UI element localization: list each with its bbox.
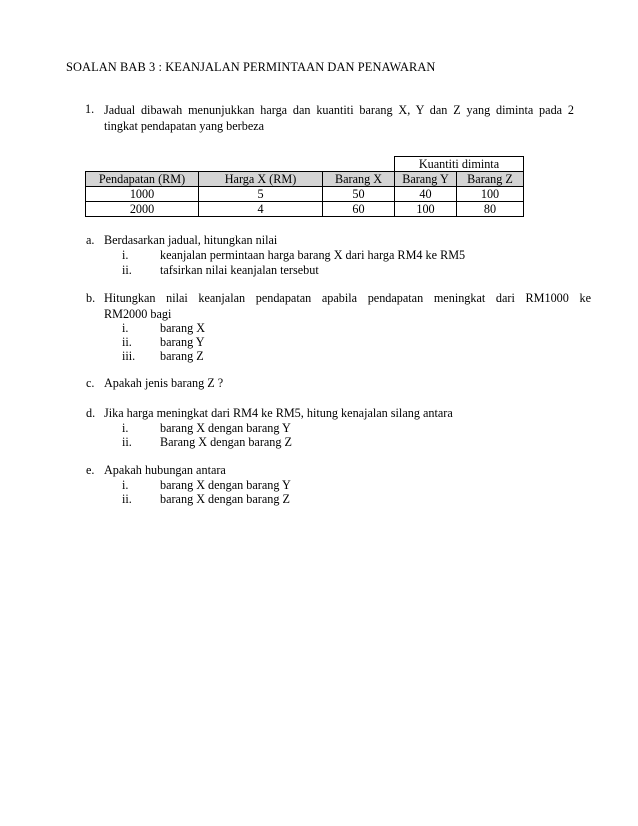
item-text: barang X dengan barang Y	[160, 421, 291, 435]
item-number: i.	[122, 421, 129, 435]
table-row	[86, 202, 524, 217]
table-row	[86, 187, 524, 202]
item-number: i.	[122, 248, 129, 262]
item-number: i.	[122, 478, 129, 492]
demand-table	[85, 156, 524, 217]
subquestion-text: Jika harga meningkat dari RM4 ke RM5, hitung kenajalan silang antara	[104, 406, 453, 420]
table-cell: 2000	[86, 202, 199, 217]
item-number: i.	[122, 321, 129, 335]
column-header: Harga X (RM)	[199, 172, 323, 187]
item-text: barang X dengan barang Y	[160, 478, 291, 492]
subquestion-label: e.	[86, 463, 95, 477]
column-header: Barang X	[323, 172, 395, 187]
column-header: Barang Y	[395, 172, 457, 187]
item-text: barang X dengan barang Z	[160, 492, 290, 506]
item-text: keanjalan permintaan harga barang X dari harga RM4 ke RM5	[160, 248, 466, 262]
subquestion-label: d.	[86, 406, 96, 420]
subquestion-b	[86, 290, 95, 306]
subquestion-a	[86, 232, 278, 248]
item-text: tafsirkan nilai keanjalan tersebut	[160, 263, 319, 277]
column-header: Barang Z	[457, 172, 524, 187]
item-number: ii.	[122, 492, 132, 506]
subquestion-label: c.	[86, 376, 95, 390]
table-cell: 40	[395, 187, 457, 202]
item-number: ii.	[122, 335, 132, 349]
subquestion-text: Apakah hubungan antara	[104, 463, 226, 477]
subquestion-text	[104, 290, 591, 322]
subquestion-e	[86, 462, 226, 478]
table-group-header-row	[86, 157, 524, 172]
table-header-row	[86, 172, 524, 187]
table-cell: 5	[199, 187, 323, 202]
subquestion-label: a.	[86, 233, 95, 247]
column-header: Pendapatan (RM)	[86, 172, 199, 187]
subquestion-label: b.	[86, 291, 96, 305]
subquestion-c	[86, 375, 224, 391]
item-text: Barang X dengan barang Z	[160, 435, 292, 449]
table-cell: 100	[395, 202, 457, 217]
item-number: ii.	[122, 435, 132, 449]
item-number: ii.	[122, 263, 132, 277]
item-text: barang Y	[160, 335, 205, 349]
subquestion-d	[86, 405, 453, 421]
question-text-line1: Jadual dibawah menunjukkan harga dan kuantiti barang X, Y dan Z yang diminta pada 2	[104, 103, 574, 117]
table-cell: 60	[323, 202, 395, 217]
item-number: iii.	[122, 349, 136, 363]
table-cell: 1000	[86, 187, 199, 202]
table-cell: 4	[199, 202, 323, 217]
subquestion-text: Apakah jenis barang Z ?	[104, 376, 224, 390]
question-text	[104, 102, 574, 134]
item-text: barang Z	[160, 349, 204, 363]
question-number: 1.	[85, 102, 95, 116]
page-title: SOALAN BAB 3 : KEANJALAN PERMINTAAN DAN PENAWARAN	[66, 60, 436, 74]
table-cell: 50	[323, 187, 395, 202]
subquestion-text-line2: RM2000 bagi	[104, 307, 172, 321]
subquestion-text: Berdasarkan jadual, hitungkan nilai	[104, 233, 278, 247]
item-text: barang X	[160, 321, 206, 335]
group-header-quantity: Kuantiti diminta	[395, 157, 524, 172]
question-text-line2: tingkat pendapatan yang berbeza	[104, 119, 265, 133]
table-cell: 80	[457, 202, 524, 217]
subquestion-text-line1: Hitungkan nilai keanjalan pendapatan apabila pendapatan meningkat dari RM1000 ke	[104, 291, 591, 305]
table-cell: 100	[457, 187, 524, 202]
